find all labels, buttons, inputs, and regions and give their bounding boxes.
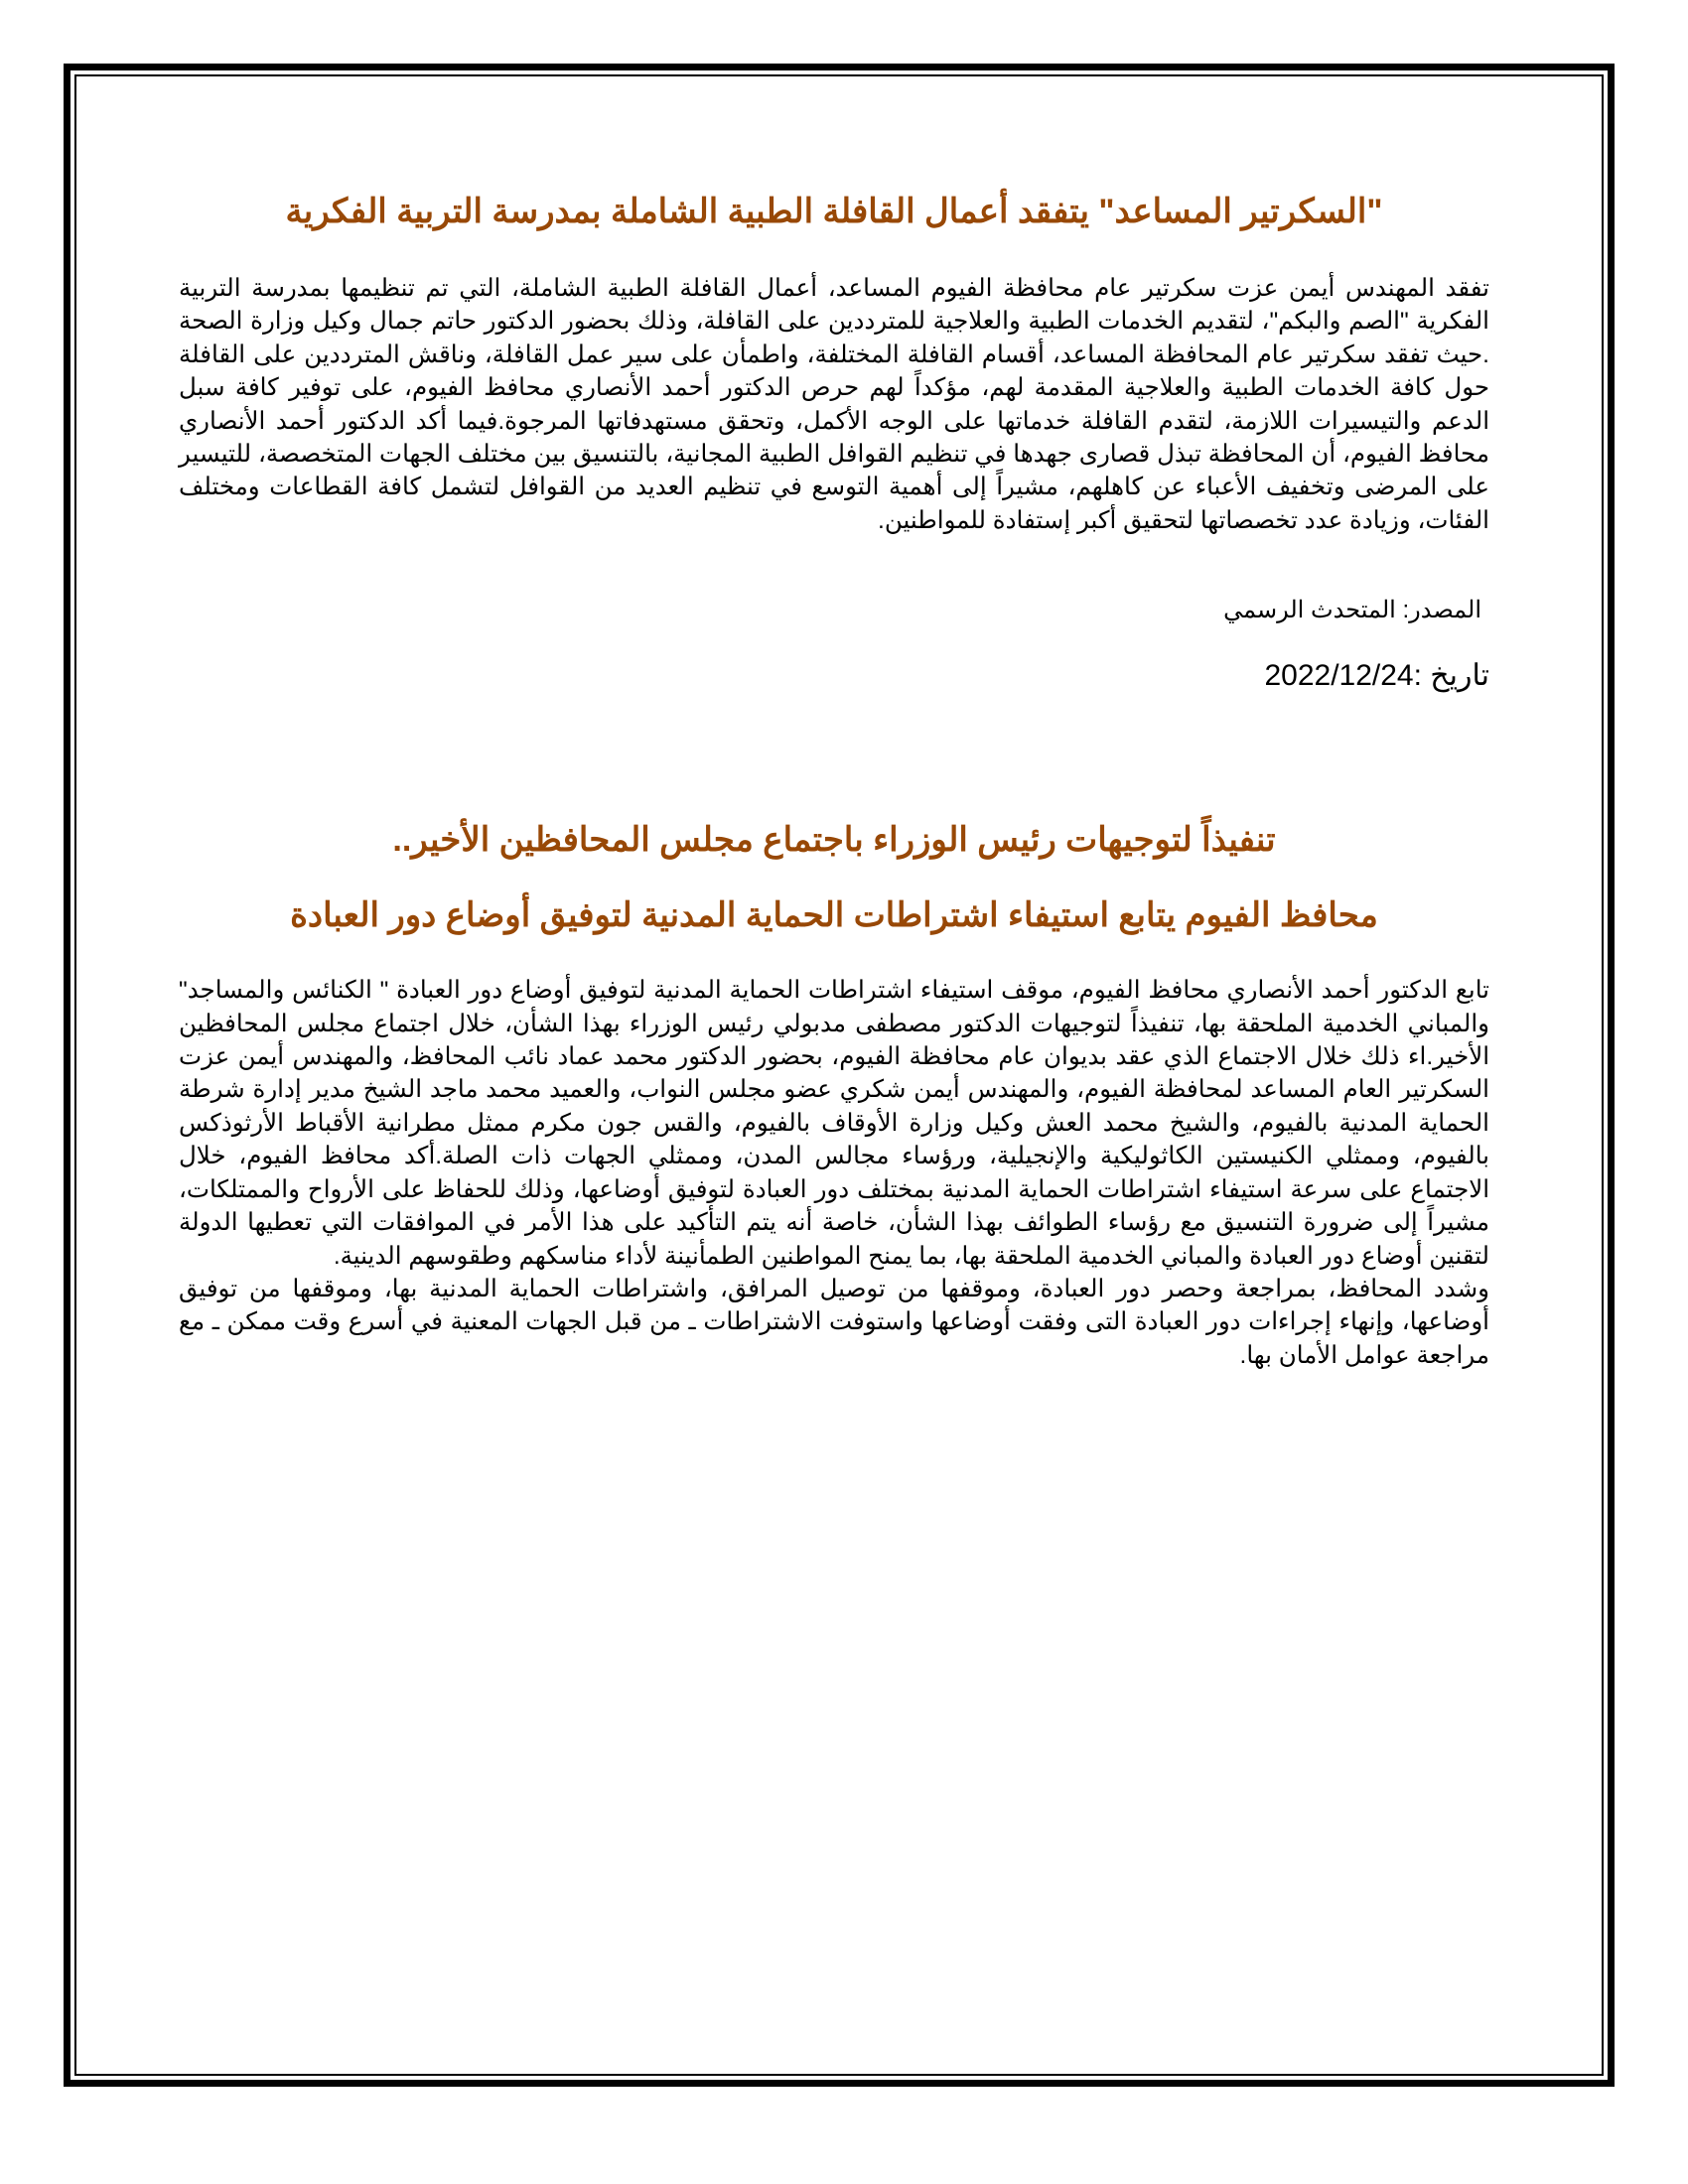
article-1-source: المصدر: المتحدث الرسمي (1223, 597, 1481, 624)
document-content (179, 189, 1489, 1372)
date-value: 2022/12/24 (1264, 659, 1414, 693)
article-2-headline: محافظ الفيوم يتابع استيفاء اشتراطات الحماية المدنية لتوفيق أوضاع دور العبادة (290, 896, 1378, 935)
article-2-kicker: تنفيذاً لتوجيهات رئيس الوزراء باجتماع مجلس المحافظين الأخير.. (392, 821, 1276, 860)
article-2-body-paragraph-2: وشدد المحافظ، بمراجعة وحصر دور العبادة، وموقفها من توصيل المرافق، واشتراطات الحماية المدنية بها، وموقفها من توفيق أوضاعها، وإنهاء إجراءات دور العبادة التى وفقت أوضاعها واستوفت الاشتراطات ـ من قبل الجهات المعنية في أسرع وقت ممكن ـ مع مراجعة عوامل الأمان بها. (179, 1275, 1489, 1369)
article-2-body-paragraph-1: تابع الدكتور أحمد الأنصاري محافظ الفيوم، موقف استيفاء اشتراطات الحماية المدنية لتوفيق أوضاع دور العبادة " الكنائس والمساجد" والمباني الخدمية الملحقة بها، تنفيذاً لتوجيهات الدكتور مصطفى مدبولي رئيس الوزراء بهذا الشأن، خلال اجتماع مجلس المحافظين الأخير.اء ذلك خلال الاجتماع الذي عقد بديوان عام محافظة الفيوم، بحضور الدكتور محمد عماد نائب المحافظ، والمهندس أيمن عزت السكرتير العام المساعد لمحافظة الفيوم، والمهندس أيمن شكري عضو مجلس النواب، والعميد محمد ماجد الشيخ مدير إدارة شرطة الحماية المدنية بالفيوم، والشيخ محمد العش وكيل وزارة الأوقاف بالفيوم، والقس جون مكرم ممثل مطرانية الأقباط الأرثوذكس بالفيوم، وممثلي الكنيستين الكاثوليكية والإنجيلية، ورؤساء مجالس المدن، وممثلي الجهات ذات الصلة.أكد محافظ الفيوم، خلال الاجتماع على سرعة استيفاء اشتراطات الحماية المدنية بمختلف دور العبادة لتوفيق أوضاعها، وذلك للحفاظ على الأرواح والممتلكات، مشيراً إلى ضرورة التنسيق مع رؤساء الطوائف بهذا الشأن، خاصة أنه يتم التأكيد على هذا الأمر في الموافقات التي تعطيها الدولة لتقنين أوضاع دور العبادة والمباني الخدمية الملحقة بها، بما يمنح المواطنين الطمأنينة لأداء مناسكهم وطقوسهم الدينية. (179, 977, 1489, 1270)
date-label: تاريخ : (1413, 659, 1489, 693)
article-1-headline: "السكرتير المساعد" يتفقد أعمال القافلة الطبية الشاملة بمدرسة التربية الفكرية (285, 193, 1383, 230)
article-1-date (179, 656, 1489, 696)
article-1-body: تفقد المهندس أيمن عزت سكرتير عام محافظة الفيوم المساعد، أعمال القافلة الطبية الشاملة، التي تم تنظيمها بمدرسة التربية الفكرية "الصم والبكم"، لتقديم الخدمات الطبية والعلاجية للمترددين على القافلة، وذلك بحضور الدكتور حاتم جمال وكيل وزارة الصحة .حيث تفقد سكرتير عام المحافظة المساعد، أقسام القافلة المختلفة، واطمأن على سير عمل القافلة، وناقش المترددين على القافلة حول كافة الخدمات الطبية والعلاجية المقدمة لهم، مؤكداً لهم حرص الدكتور أحمد الأنصاري محافظ الفيوم، على توفير كافة سبل الدعم والتيسيرات اللازمة، لتقدم القافلة خدماتها على الوجه الأكمل، وتحقق مستهدفاتها المرجوة.فيما أكد الدكتور أحمد الأنصاري محافظ الفيوم، أن المحافظة تبذل قصارى جهدها في تنظيم القوافل الطبية المجانية، بالتنسيق بين مختلف الجهات المتخصصة، للتيسير على المرضى وتخفيف الأعباء عن كاهلهم، مشيراً إلى أهمية التوسع في تنظيم العديد من القوافل لتشمل كافة القطاعات ومختلف الفئات، وزيادة عدد تخصصاتها لتحقيق أكبر إستفادة للمواطنين. (179, 275, 1489, 534)
